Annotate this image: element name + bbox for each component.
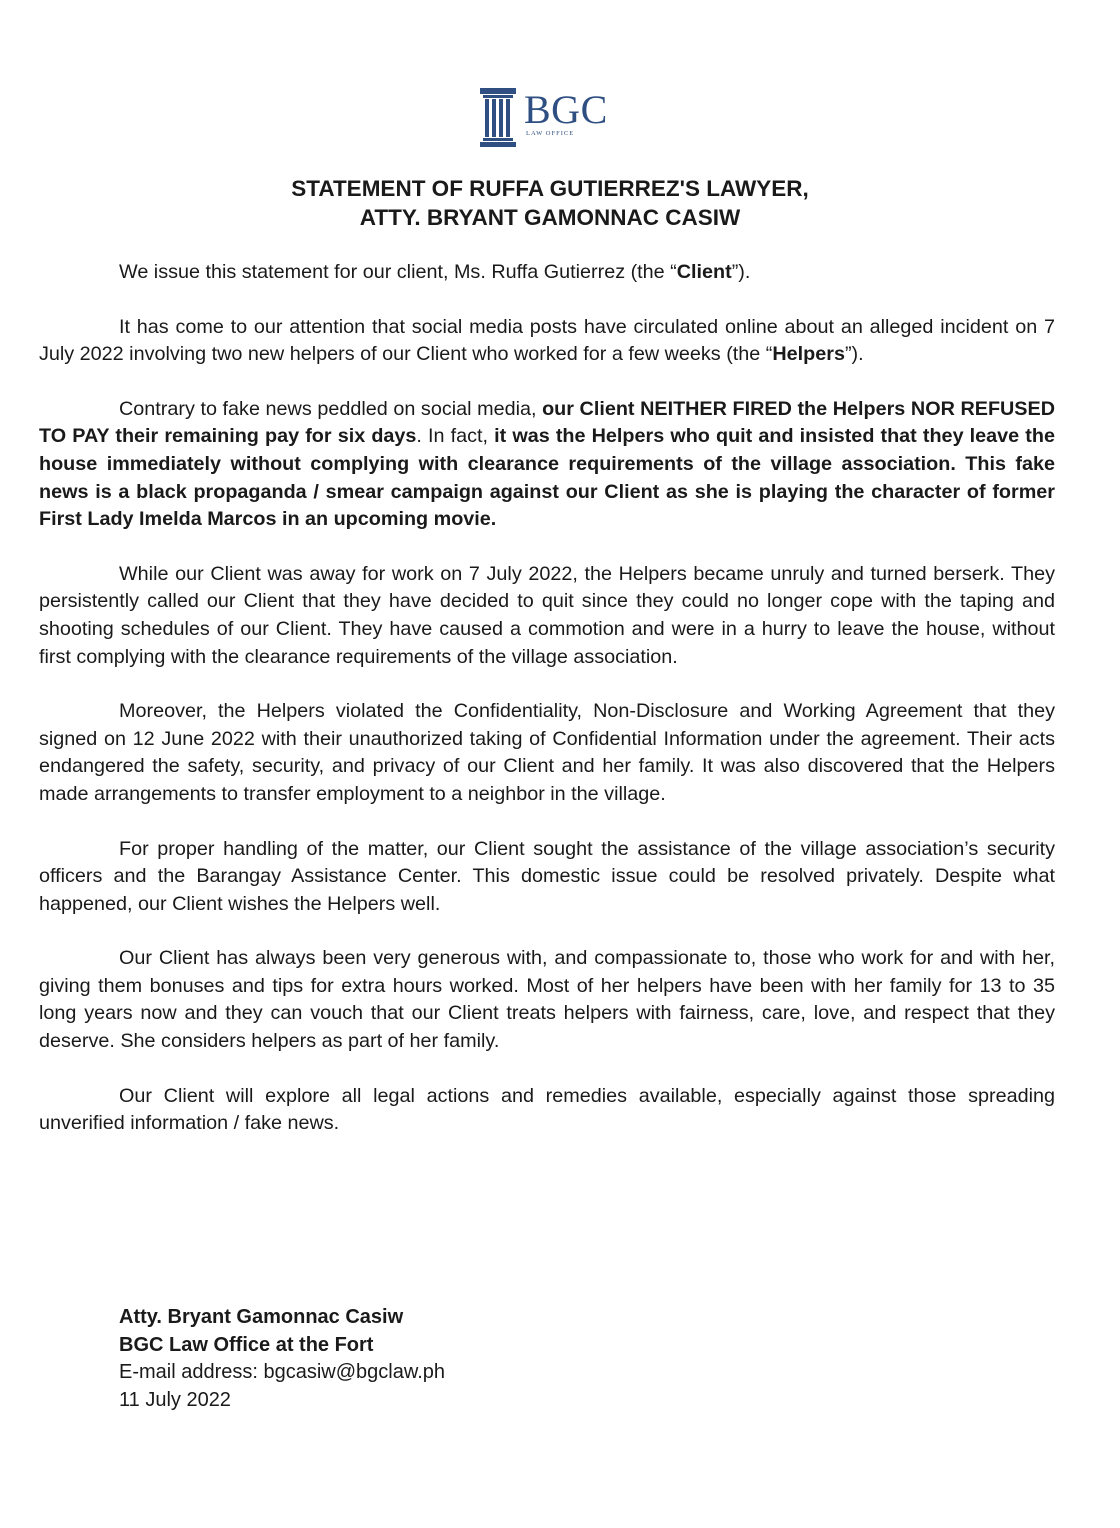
- logo-subtext: LAW OFFICE: [526, 130, 575, 137]
- text-run: Our Client has always been very generous with, and compassionate to, those who work for and with her, giving them bonuses and tips for extra hours worked. Most of her helpers have been with her family for 13 to 35 long years now and they can vouch that our Client treats helpers with fairness, care, love, and respect that they deserve. She considers helpers as part of her family.: [39, 947, 1055, 1053]
- signature-block: [119, 1304, 445, 1414]
- paragraph: [39, 314, 1055, 369]
- paragraph: [39, 945, 1055, 1055]
- text-run: ”).: [731, 261, 751, 283]
- text-run: Moreover, the Helpers violated the Confidentiality, Non-Disclosure and Working Agreement that they signed on 12 June 2022 with their unauthorized taking of Confidential Information under the agreement. Their acts endangered the safety, security, and privacy of our Client and her family. It was also discovered that the Helpers made arrangements to transfer employment to a neighbor in the village.: [39, 700, 1055, 805]
- text-run: While our Client was away for work on 7 July 2022, the Helpers became unruly and turned berserk. They persistently called our Client that they have decided to quit since they could no longer cope with the taping and shooting schedules of our Client. They have caused a commotion and were in a hurry to leave the house, without first complying with the clearance requirements of the village association.: [39, 562, 1055, 668]
- pillar-icon: [478, 86, 518, 148]
- law-office-logo: [478, 86, 608, 148]
- text-run: ”).: [844, 343, 864, 366]
- text-run: For proper handling of the matter, our Client sought the assistance of the village association’s security officers and the Barangay Assistance Center. This domestic issue could be resolved privately. Despite what happened, our Client wishes the Helpers well.: [39, 837, 1055, 915]
- title-line-2: ATTY. BRYANT GAMONNAC CASIW: [359, 205, 741, 230]
- paragraph: [39, 396, 1055, 534]
- signatory-email: E-mail address: bgcasiw@bgclaw.ph: [119, 1361, 446, 1383]
- text-run: . In fact,: [416, 425, 495, 448]
- statement-date: 11 July 2022: [119, 1388, 231, 1411]
- paragraph: [39, 561, 1055, 671]
- paragraph: [39, 836, 1055, 919]
- text-run: We issue this statement for our client, Ms. Ruffa Gutierrez (the “: [119, 261, 677, 283]
- logo-text: BGC: [524, 87, 608, 132]
- paragraph: [39, 259, 1055, 287]
- bold-text: it was the Helpers who quit and insisted that they leave the house immediately without complying with clearance requirements of the village association. This fake news is a black propaganda / smear campaign against our Client as she is playing the character of former First Lady Imelda Marcos in an upcoming movie.: [39, 425, 1055, 531]
- text-run: It has come to our attention that social media posts have circulated online about an alleged incident on 7 July 2022 involving two new helpers of our Client who worked for a few weeks (the “: [39, 315, 1055, 366]
- signatory-office: BGC Law Office at the Fort: [119, 1333, 374, 1356]
- text-run: Contrary to fake news peddled on social media,: [119, 397, 543, 420]
- statement-title: [0, 174, 1100, 232]
- text-run: Our Client will explore all legal actions and remedies available, especially against those spreading unverified information / fake news.: [39, 1084, 1055, 1135]
- title-line-1: STATEMENT OF RUFFA GUTIERREZ'S LAWYER,: [291, 176, 809, 201]
- statement-body: [39, 259, 1055, 1165]
- paragraph: [39, 698, 1055, 808]
- signatory-name: Atty. Bryant Gamonnac Casiw: [119, 1306, 404, 1328]
- paragraph: [39, 1083, 1055, 1138]
- bold-text: our Client NEITHER FIRED the Helpers NOR REFUSED TO PAY their remaining pay for six days: [39, 397, 1055, 448]
- bold-text: Client: [676, 261, 732, 283]
- bold-text: Helpers: [772, 343, 845, 366]
